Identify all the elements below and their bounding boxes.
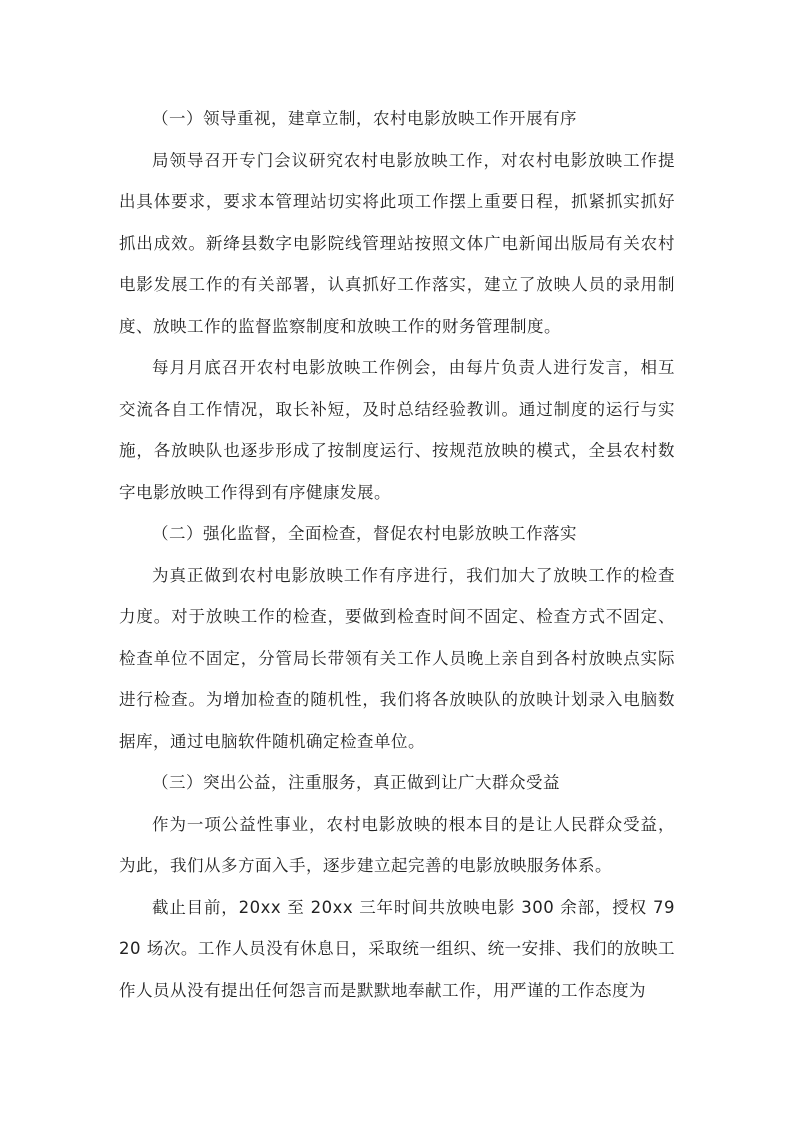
section-1-paragraph-1: 局领导召开专门会议研究农村电影放映工作，对农村电影放映工作提出具体要求，要求本管理站切实将此项工作摆上重要日程，抓紧抓实抓好抓出成效。新绛县数字电影院线管理站按照文体广电新闻出版局有关农村电影发展工作的有关部署，认真抓好工作落实，建立了放映人员的录用制度、放映工作的监督监察制度和放映工作的财务管理制度。 [119,150,675,336]
document-body [119,98,675,1011]
section-2-paragraph-1: 为真正做到农村电影放映工作有序进行，我们加大了放映工作的检查力度。对于放映工作的检查，要做到检查时间不固定、检查方式不固定、检查单位不固定，分管局长带领有关工作人员晚上亲自到各村放映点实际进行检查。为增加检查的随机性，我们将各放映队的放映计划录入电脑数据库，通过电脑软件随机确定检查单位。 [119,565,675,751]
section-heading-2: （二）强化监督，全面检查，督促农村电影放映工作落实 [152,524,577,543]
section-1-paragraph-2: 每月月底召开农村电影放映工作例会，由每片负责人进行发言，相互交流各自工作情况，取长补短，及时总结经验教训。通过制度的运行与实施，各放映队也逐步形成了按制度运行、按规范放映的模式，全县农村数字电影放映工作得到有序健康发展。 [119,358,675,502]
section-3-paragraph-1: 作为一项公益性事业，农村电影放映的根本目的是让人民群众受益，为此，我们从多方面入手，逐步建立起完善的电影放映服务体系。 [119,814,675,875]
section-3-paragraph-2: 截止目前，20xx 至 20xx 三年时间共放映电影 300 余部，授权 7920 场次。工作人员没有休息日，采取统一组织、统一安排、我们的放映工作人员从没有提出任何怨言而是默默地奉献工作，用严谨的工作态度为 [119,897,675,1000]
section-heading-1: （一）领导重视，建章立制，农村电影放映工作开展有序 [152,109,577,128]
section-heading-3: （三）突出公益，注重服务，真正做到让广大群众受益 [152,773,560,792]
